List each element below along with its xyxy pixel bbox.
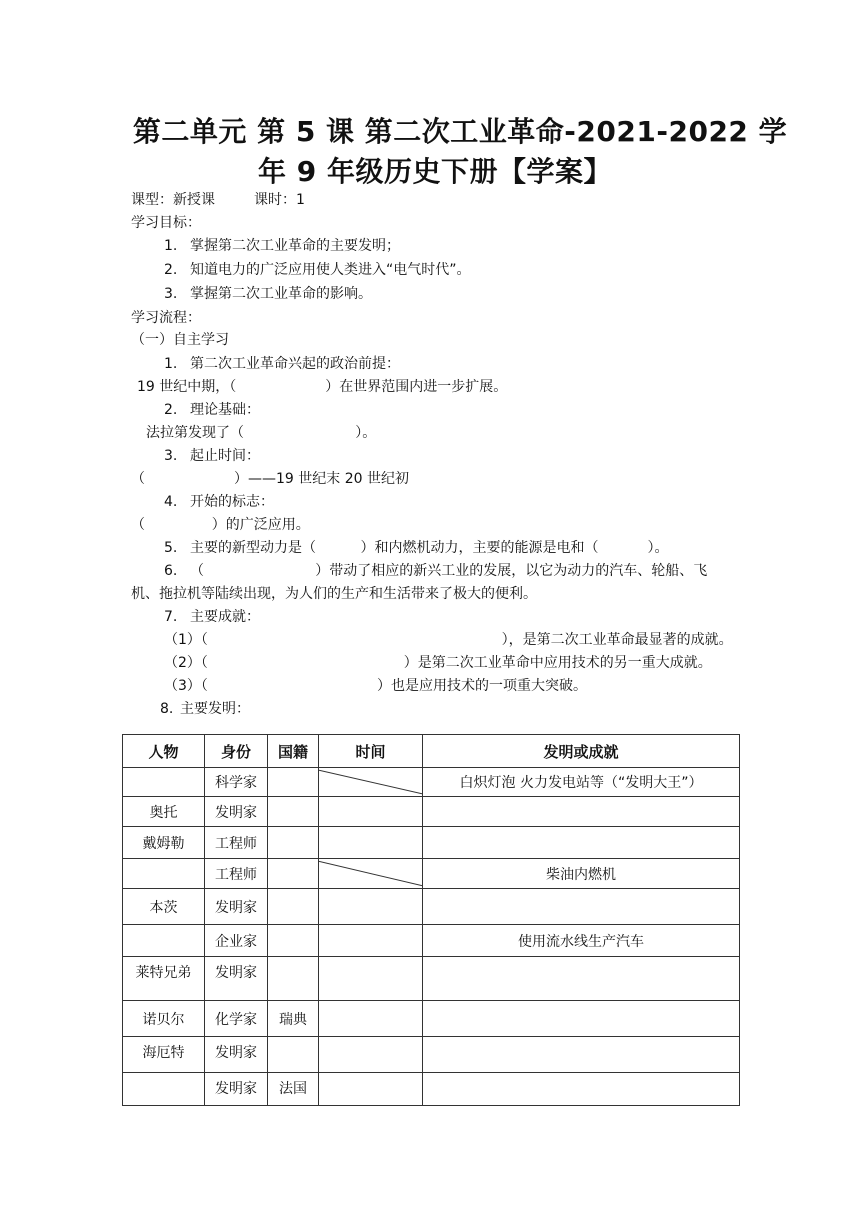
question-6 [164, 561, 707, 581]
cell-achievement: 使用流水线生产汽车 [423, 925, 740, 957]
cell-achievement: 白炽灯泡 火力发电站等（“发明大王”） [423, 768, 740, 797]
question-number: 5. [164, 540, 178, 556]
answer-blank-4: （ ）的广泛应用。 [131, 517, 310, 533]
question-text: 理论基础： [190, 402, 260, 418]
answer-blank-3: （ ）——19 世纪末 20 世纪初 [131, 471, 409, 487]
cell-role: 企业家 [205, 925, 268, 957]
question-text: 第二次工业革命兴起的政治前提： [190, 356, 400, 372]
question-text: 开始的标志： [190, 494, 274, 510]
cell-achievement [423, 827, 740, 859]
question-3 [164, 446, 260, 466]
cell-role: 工程师 [205, 859, 268, 889]
cell-role: 发明家 [205, 797, 268, 827]
question-number: 8. [160, 701, 174, 717]
cell-role: 工程师 [205, 827, 268, 859]
cell-time [319, 889, 423, 925]
question-8 [160, 699, 250, 719]
table-row [123, 1037, 740, 1073]
cell-time [319, 1037, 423, 1073]
cell-time [319, 957, 423, 1001]
header-role: 身份 [205, 735, 268, 768]
question-7 [164, 607, 260, 627]
header-person: 人物 [123, 735, 205, 768]
cell-person: 奥托 [123, 797, 205, 827]
cell-nation [268, 889, 319, 925]
cell-nation: 法国 [268, 1073, 319, 1106]
doc-title-line2: 年 9 年级历史下册【学案】 [258, 155, 612, 188]
header-nation: 国籍 [268, 735, 319, 768]
goal-item [164, 260, 471, 280]
table-row [123, 889, 740, 925]
goal-number: 3. [164, 286, 178, 302]
goals-heading: 学习目标： [131, 215, 201, 231]
cell-person: 戴姆勒 [123, 827, 205, 859]
cell-time-crossed [319, 768, 423, 797]
question-4 [164, 492, 274, 512]
cell-person [123, 1073, 205, 1106]
header-achievement: 发明或成就 [423, 735, 740, 768]
answer-blank-1: 19 世纪中期，（ ）在世界范围内进一步扩展。 [137, 379, 508, 395]
cell-role: 发明家 [205, 1037, 268, 1073]
table-row [123, 1073, 740, 1106]
question-number: 3. [164, 448, 178, 464]
achievement-blank-3: （3）（ ）也是应用技术的一项重大突破。 [164, 678, 588, 694]
table-row [123, 768, 740, 797]
doc-title-line1: 第二单元 第 5 课 第二次工业革命-2021-2022 学 [132, 115, 788, 148]
goal-text: 掌握第二次工业革命的影响。 [190, 286, 372, 302]
goal-text: 掌握第二次工业革命的主要发明； [190, 238, 400, 254]
question-5 [164, 538, 668, 558]
cell-nation [268, 1037, 319, 1073]
question-number: 4. [164, 494, 178, 510]
goal-number: 1. [164, 238, 178, 254]
cell-nation [268, 827, 319, 859]
cell-nation [268, 797, 319, 827]
question-text: 主要成就： [190, 609, 260, 625]
cell-time [319, 797, 423, 827]
table-row [123, 859, 740, 889]
cell-role: 化学家 [205, 1001, 268, 1037]
table-row [123, 827, 740, 859]
cell-time [319, 1001, 423, 1037]
lesson-hours: 课时：1 [254, 192, 305, 208]
cell-person: 莱特兄弟 [123, 957, 205, 1001]
cell-achievement [423, 797, 740, 827]
goal-number: 2. [164, 262, 178, 278]
cell-achievement [423, 1001, 740, 1037]
cell-nation [268, 859, 319, 889]
question-text: 起止时间： [190, 448, 260, 464]
diagonal-line [319, 768, 422, 796]
question-6-continued: 机、拖拉机等陆续出现，为人们的生产和生活带来了极大的便利。 [131, 586, 537, 602]
cell-role: 科学家 [205, 768, 268, 797]
cell-achievement [423, 957, 740, 1001]
cell-achievement [423, 889, 740, 925]
goal-text: 知道电力的广泛应用使人类进入“电气时代”。 [190, 262, 471, 278]
question-text: 主要发明： [180, 701, 250, 717]
diagonal-line [319, 859, 422, 888]
question-number: 2. [164, 402, 178, 418]
cell-role: 发明家 [205, 1073, 268, 1106]
cell-person [123, 859, 205, 889]
table-row [123, 1001, 740, 1037]
goal-item [164, 236, 400, 256]
cell-person [123, 925, 205, 957]
cell-nation [268, 768, 319, 797]
cell-time [319, 827, 423, 859]
achievement-blank-2: （2）（ ）是第二次工业革命中应用技术的另一重大成就。 [164, 655, 712, 671]
goal-item [164, 284, 372, 304]
inventions-table [122, 734, 740, 1106]
cell-nation [268, 925, 319, 957]
table-row [123, 797, 740, 827]
question-text: （ ）带动了相应的新兴工业的发展，以它为动力的汽车、轮船、飞 [190, 563, 708, 579]
question-number: 7. [164, 609, 178, 625]
table-header-row [123, 735, 740, 768]
question-text: 主要的新型动力是（ ）和内燃机动力，主要的能源是电和（ ）。 [190, 540, 669, 556]
cell-achievement [423, 1037, 740, 1073]
cell-nation: 瑞典 [268, 1001, 319, 1037]
lesson-type: 课型：新授课 [131, 192, 215, 208]
achievement-blank-1: （1）（ ），是第二次工业革命最显著的成就。 [164, 632, 733, 648]
header-time: 时间 [319, 735, 423, 768]
cell-time-crossed [319, 859, 423, 889]
cell-time [319, 1073, 423, 1106]
table-row [123, 957, 740, 1001]
cell-person [123, 768, 205, 797]
cell-role: 发明家 [205, 957, 268, 1001]
table-row [123, 925, 740, 957]
cell-time [319, 925, 423, 957]
question-1 [164, 354, 400, 374]
cell-person: 本茨 [123, 889, 205, 925]
cell-person: 海厄特 [123, 1037, 205, 1073]
cell-achievement: 柴油内燃机 [423, 859, 740, 889]
cell-role: 发明家 [205, 889, 268, 925]
cell-achievement [423, 1073, 740, 1106]
question-number: 1. [164, 356, 178, 372]
cell-person: 诺贝尔 [123, 1001, 205, 1037]
answer-blank-2: 法拉第发现了（ ）。 [146, 425, 377, 441]
flow-subheading: （一）自主学习 [131, 332, 229, 348]
flow-heading: 学习流程： [131, 310, 201, 326]
question-number: 6. [164, 563, 178, 579]
question-2 [164, 400, 260, 420]
cell-nation [268, 957, 319, 1001]
